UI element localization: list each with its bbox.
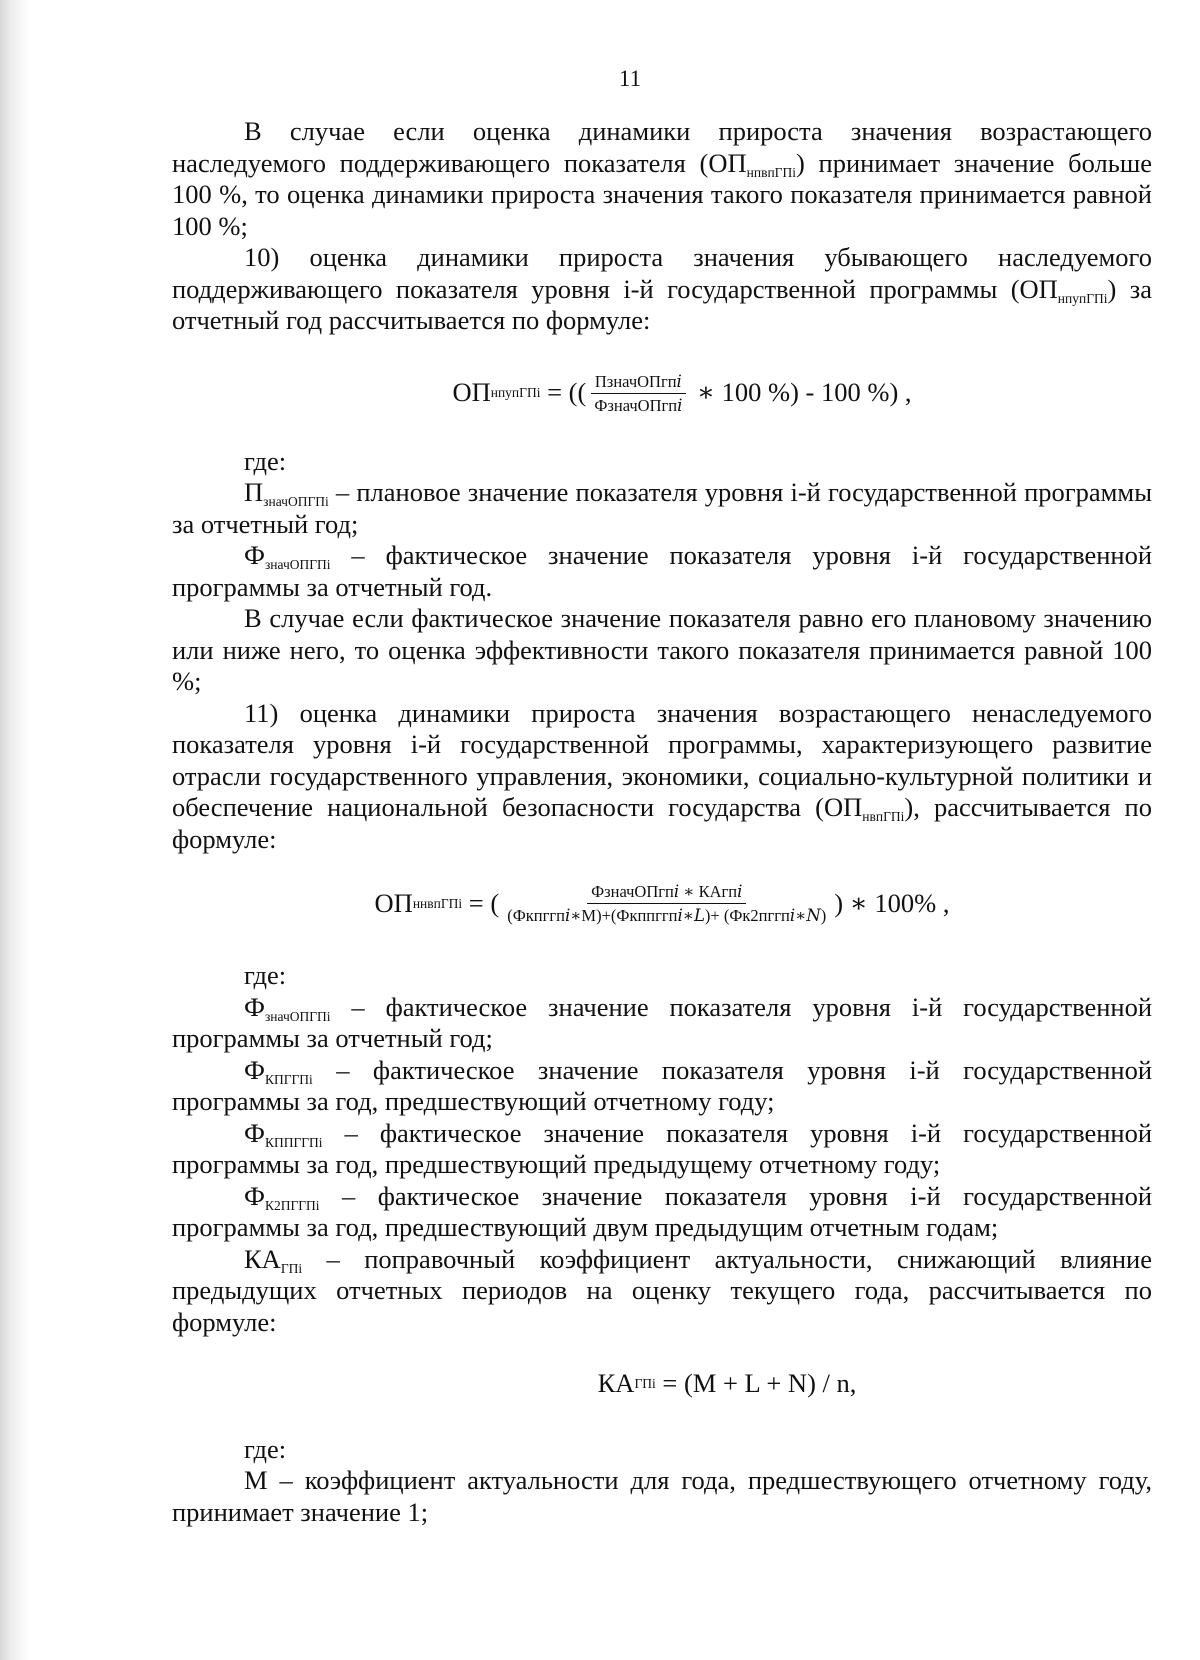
fraction: $\frac{\text{ПзначОПгп𝑖}}{\text{ФзначОПгп𝑖}}$: [590, 371, 686, 416]
where-label: где:: [244, 445, 287, 476]
paragraph-item-10: 10) оценка динамики прироста значения убывающего наследуемого поддерживающего показателя уровня i-й государственной программы $(ОП_{нпупГПi})$ за отчетный год рассчитывается по формуле:: [172, 242, 1152, 335]
definition-coefficient-m: М – коэффициент актуальности для года, предшествующего отчетному году, принимает значение 1;: [172, 1465, 1152, 1527]
scan-edge-shadow: [0, 0, 30, 1660]
formula-relevance-coefficient: КА ГПi = (М + L + N) / n,: [597, 1368, 857, 1398]
page-number: 11: [618, 66, 642, 91]
definition-plan-value: $П_{значОПГПi}$ – плановое значение показателя уровня i-й государственной программы за отчетный год;: [172, 477, 1152, 539]
definition-fact-prev-year: $Ф_{КПГГПi}$ – фактическое значение показателя уровня i-й государственной программы за год, предшествующий отчетному году;: [172, 1054, 1152, 1116]
fraction: $\frac{\text{ФзначОПгп𝑖 ∗ КАгп𝑖}}{\text{(Фкпггп𝑖∗М)+(Фкппггп𝑖∗𝐿)+ (Фк2пггп𝑖∗𝑁)}}$: [507, 882, 827, 925]
paragraph-equal-plan: В случае если фактическое значение показателя равно его плановому значению или ниже него, то оценка эффективности такого показателя принимается равной 100 %;: [172, 603, 1152, 696]
document-body: [172, 116, 1152, 1528]
definition-relevance-coefficient: $КА_{ГПi}$ – поправочный коэффициент актуальности, снижающий влияние предыдущих отчетных периодов на оценку текущего года, рассчитывается по формуле:: [172, 1243, 1152, 1337]
definition-fact-two-years: $Ф_{К2ПГГПi}$ – фактическое значение показателя уровня i-й государственной программы за год, предшествующий двум предыдущим отчетным годам;: [172, 1180, 1152, 1242]
definition-fact-prev-prev-year: $Ф_{КППГГПi}$ – фактическое значение показателя уровня i-й государственной программы за год, предшествующий предыдущему отчетному году;: [172, 1117, 1152, 1179]
where-label: где:: [244, 1433, 287, 1464]
paragraph-item-11: 11) оценка динамики прироста значения возрастающего ненаследуемого показателя уровня i-й государственной программы, характеризующего развитие отрасли государственного управления, экономики, социально-культурной политики и обеспечение национальной безопасности государства $(ОП_{нвпГПi})$, рассчитывается по формуле:: [172, 697, 1152, 854]
paragraph-growing-indicator: В случае если оценка динамики прироста значения возрастающего наследуемого поддерживающего показателя $(ОП_{нпвпГПi})$ принимает значение больше 100 %, то оценка динамики прироста значения такого показателя принимается равной 100 %;: [172, 116, 1152, 241]
definition-fact-current: $Ф_{значОПГПi}$ – фактическое значение показателя уровня i-й государственной программы за отчетный год;: [172, 991, 1152, 1053]
formula-decreasing-indicator: ОП нпупГПi = (( $\frac{\text{ПзначОПгп𝑖}}{\text{ФзначОПгп𝑖}}$ ∗ 100 %) - 100 %) ,: [452, 371, 912, 415]
where-label: где:: [244, 960, 287, 990]
formula-non-inherited-indicator: ОП ннвпГПi = ( $\frac{\text{ФзначОПгп𝑖 ∗ КАгп𝑖}}{\text{(Фкпггп𝑖∗М)+(Фкппггп𝑖∗𝐿)+ (Фк2пггп𝑖∗𝑁)}}$ ) ∗ 100% ,: [374, 882, 950, 925]
definition-fact-value: $Ф_{значОПГПi}$ – фактическое значение показателя уровня i-й государственной программы за отчетный год.: [172, 540, 1152, 602]
